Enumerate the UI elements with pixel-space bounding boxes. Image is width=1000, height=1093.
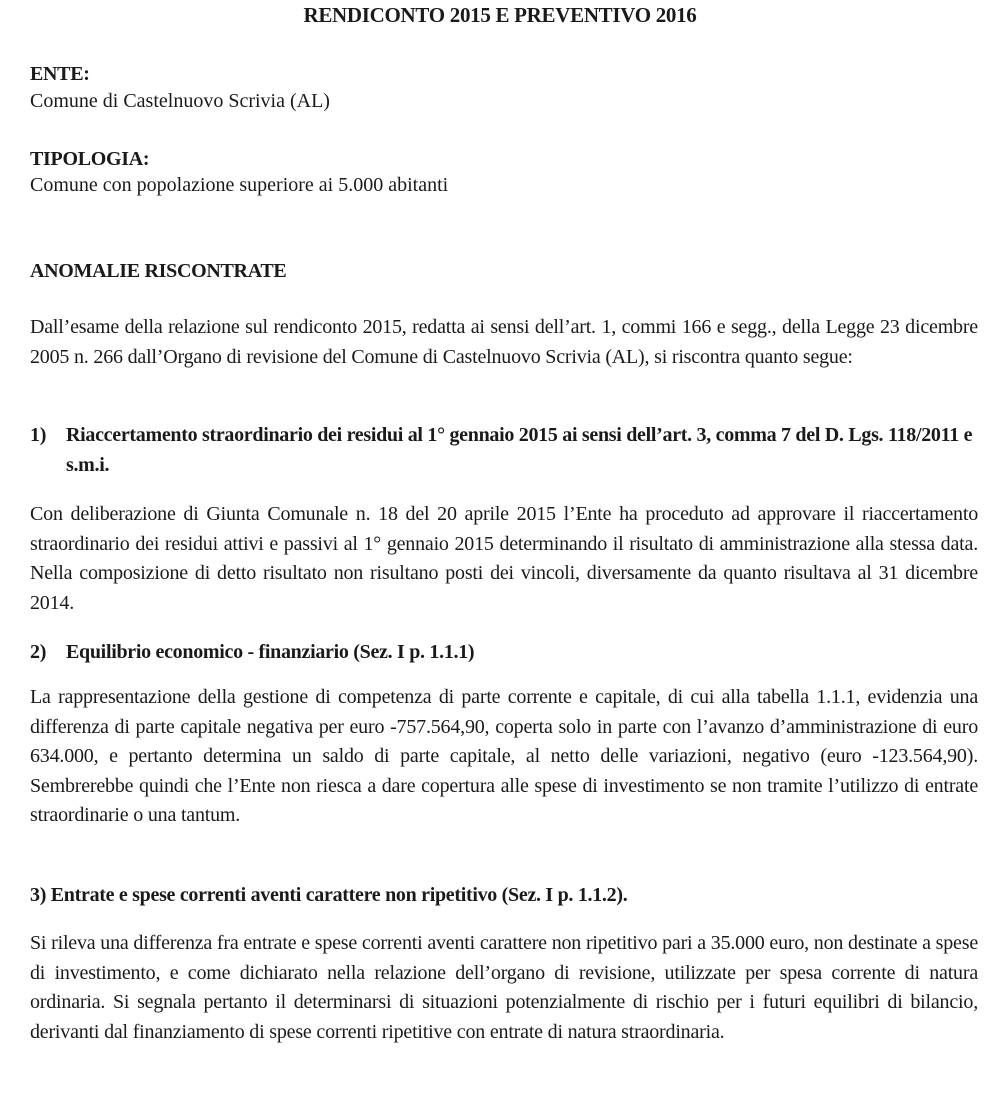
section-1-title: Riaccertamento straordinario dei residui al 1° gennaio 2015 ai sensi dell’art. 3, comma 7 del D. Lgs. 118/2011 e s.m.i. [66, 424, 973, 476]
section-3-title: Entrate e spese correnti aventi carattere non ripetitivo (Sez. I p. 1.1.2). [50, 884, 628, 906]
ente-label: ENTE: [30, 63, 90, 85]
ente-value: Comune di Castelnuovo Scrivia (AL) [30, 90, 330, 112]
tipologia-value: Comune con popolazione superiore ai 5.000 abitanti [30, 174, 449, 196]
section-1-body: Con deliberazione di Giunta Comunale n. 18 del 20 aprile 2015 l’Ente ha proceduto ad approvare il riaccertamento straordinario dei residui attivi e passivi al 1° gennaio 2015 determinando il risultato di amministrazione alla stessa data. Nella composizione di detto risultato non risultano posti dei vincoli, diversamente da quanto risultava al 31 dicembre 2014. [30, 503, 978, 614]
section-2-body: La rappresentazione della gestione di competenza di parte corrente e capitale, di cui alla tabella 1.1.1, evidenzia una differenza di parte capitale negativa per euro -757.564,90, coperta solo in parte con l’avanzo d’amministrazione di euro 634.000, e pertanto determina un saldo di parte capitale, al netto delle variazioni, negativo (euro -123.564,90). Sembrerebbe quindi che l’Ente non riesca a dare copertura alle spese di investimento se non tramite l’utilizzo di entrate straordinarie o una tantum. [30, 686, 978, 826]
section-1-number: 1) [30, 424, 47, 446]
section-1-heading [30, 420, 978, 480]
tipologia-label: TIPOLOGIA: [30, 148, 150, 170]
section-2-number: 2) [30, 641, 47, 663]
section-2-title: Equilibrio economico - finanziario (Sez. I p. 1.1.1) [66, 641, 475, 663]
intro-paragraph: Dall’esame della relazione sul rendiconto 2015, redatta ai sensi dell’art. 1, commi 166 e segg., della Legge 23 dicembre 2005 n. 266 dall’Organo di revisione del Comune di Castelnuovo Scrivia (AL), si riscontra quanto segue: [30, 316, 978, 368]
document-title: RENDICONTO 2015 E PREVENTIVO 2016 [303, 3, 697, 27]
section-2-heading [30, 637, 978, 667]
anomalie-heading: ANOMALIE RISCONTRATE [30, 260, 287, 282]
section-3-heading [30, 882, 627, 908]
section-3-body: Si rileva una differenza fra entrate e spese correnti aventi carattere non ripetitivo pari a 35.000 euro, non destinate a spese di investimento, e come dichiarato nella relazione dell’organo di revisione, utilizzate per spesa corrente di natura ordinaria. Si segnala pertanto il determinarsi di situazioni potenzialmente di rischio per i futuri equilibri di bilancio, derivanti dal finanziamento di spese correnti ripetitive con entrate di natura straordinaria. [30, 932, 978, 1043]
section-3-number: 3) [30, 884, 47, 906]
